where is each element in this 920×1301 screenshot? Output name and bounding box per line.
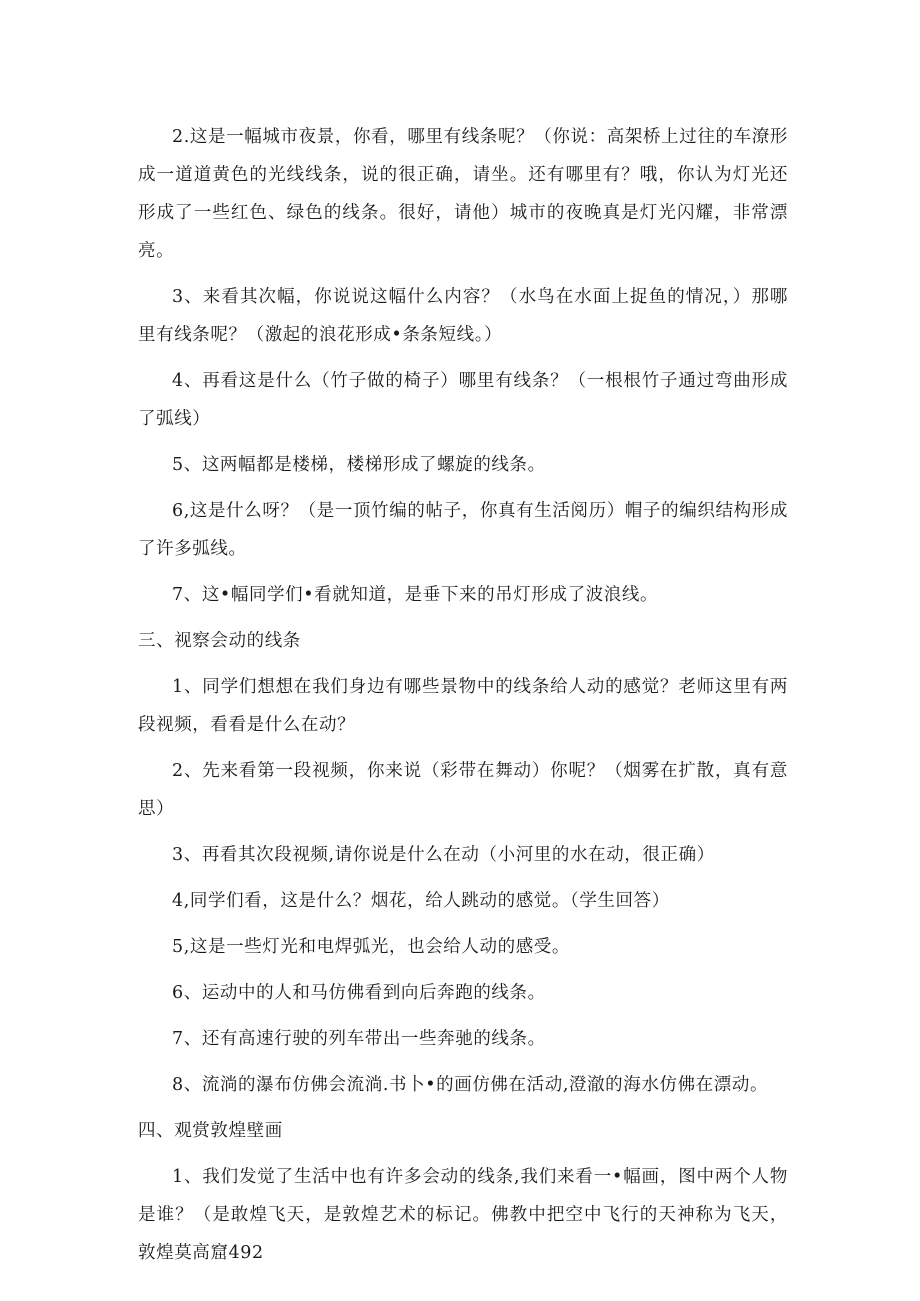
section-heading-4: 四、观赏敦煌壁画 [138,1121,283,1141]
paragraph-item-6: 6,这是什么呀？（是一顶竹编的帖子，你真有生活阅历）帽子的编织结构形成了许多弧线。 [138,501,788,559]
section3-item-6: 6、运动中的人和马仿佛看到向后奔跑的线条。 [172,983,546,1003]
paragraph-item-5: 5、这两幅都是楼梯，楼梯形成了螺旋的线条。 [172,455,546,475]
section3-item-3: 3、再看其次段视频,请你说是什么在动（小河里的水在动，很正确） [172,845,715,865]
section3-item-4: 4,同学们看，这是什么？烟花，给人跳动的感觉。（学生回答） [172,891,670,911]
section4-item-1: 1、我们发觉了生活中也有许多会动的线条,我们来看一•幅画，图中两个人物是谁？（是敢煌飞天，是敦煌艺术的标记。佛教中把空中飞行的天神称为飞天，敦煌莫高窟492 [138,1167,788,1263]
paragraph-item-4: 4、再看这是什么（竹子做的椅子）哪里有线条？（一根根竹子通过弯曲形成了弧线） [138,371,788,429]
paragraph-item-7: 7、这•幅同学们•看就知道，是垂下来的吊灯形成了波浪线。 [172,585,659,605]
section3-item-2: 2、先来看第一段视频，你来说（彩带在舞动）你呢？（烟雾在扩散，真有意思） [138,761,788,819]
section3-item-5: 5,这是一些灯光和电焊弧光，也会给人动的感受。 [172,937,570,957]
paragraph-item-2: 2.这是一幅城市夜景，你看，哪里有线条呢？（你说：高架桥上过往的车潦形成一道道黄色的光线线条，说的很正确，请坐。还有哪里有？哦，你认为灯光还形成了一些红色、绿色的线条。很好，请他）城市的夜晚真是灯光闪耀，非常漂亮。 [138,127,788,261]
section3-item-1: 1、同学们想想在我们身边有哪些景物中的线条给人动的感觉？老师这里有两段视频，看看是什么在动？ [138,677,788,735]
section3-item-7: 7、还有高速行驶的列车带出一些奔驰的线条。 [172,1029,546,1049]
paragraph-item-3: 3、来看其次幅，你说说这幅什么内容？（水鸟在水面上捉鱼的情况，）那哪里有线条呢？（激起的浪花形成•条条短线。） [138,287,788,345]
section3-item-8: 8、流淌的瀑布仿佛会流淌.书卜•的画仿佛在活动,澄澈的海水仿佛在漂动。 [172,1075,769,1095]
document-body [138,118,788,1272]
section-heading-3: 三、视察会动的线条 [138,631,301,651]
